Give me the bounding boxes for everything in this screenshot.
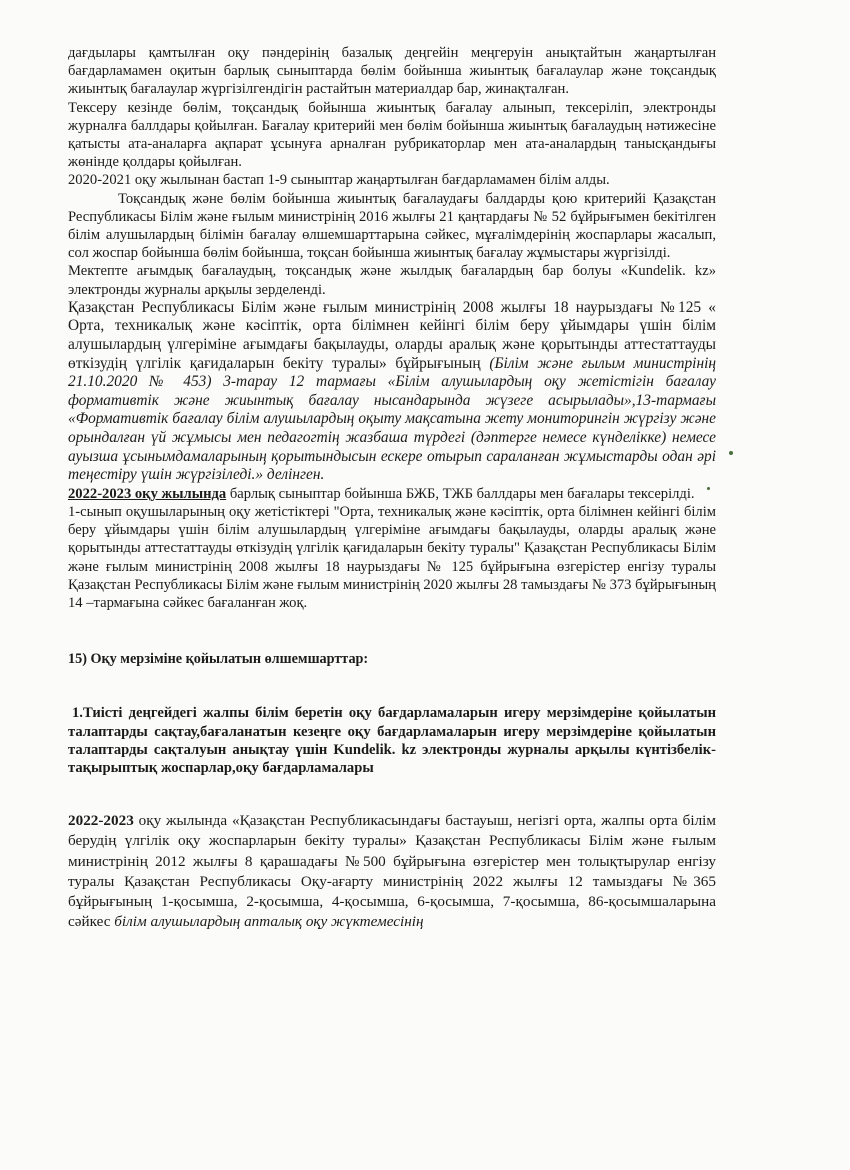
paragraph-1: дағдылары қамтылған оқу пәндерінің базалық деңгейін меңгеруін анықтайтын жаңартылған бағдарламамен оқитын барлық сыныптарда бөлім бойынша жиынтық бағалаулар және тоқсандық жиынтық бағалаулар жүргізілгендігін растайтын материалдар бар, жинақталған. — [68, 45, 716, 98]
scan-speck — [729, 451, 733, 455]
paragraph-5: Мектепте ағымдық бағалаудың, тоқсандық және жылдық бағалардың бар болуы «Kundelik. kz» электронды журналы арқылы зерделенді. — [68, 263, 716, 298]
paragraph-9 — [68, 811, 716, 932]
paragraph-8: 1-сынып оқушыларының оқу жетістіктері "Орта, техникалық және кәсіптік, орта білімнен кейінгі білім беру ұйымдары үшін білім алушылардың үлгеріміне ағымдағы бақылауды, оларды аралық және қорытынды аттестаттауды өткізудің үлгілік қағидаларын бекіту туралы" Қазақстан Республикасы Білім және ғылым министрінің 2008 жылғы 18 наурыздағы № 125 бұйрығына өзгерістер енгізу туралы Қазақстан Республикасы Білім және ғылым министрінің 2020 жылғы 28 тамыздағы № 373 бұйрығының 14 –тармағына сәйкес бағаланған жоқ. — [68, 503, 716, 611]
paragraph-7 — [68, 485, 716, 503]
paragraph-4: Тоқсандық және бөлім бойынша жиынтық бағалаудағы балдарды қою критерийі Қазақстан Республикасы Білім және ғылым министрінің 2016 жылғы 21 қаңтардағы № 52 бұйрығымен бекітілген білім алушылардың білімін бағалау өлшемшарттарына сәйкес, мұғалімдерінің жоспарлары жасалып, сол жоспар бойынша бөлім бойынша, тоқсан бойынша жиынтық бағалау жұмыстары жүргізілді. — [68, 190, 716, 262]
paragraph-2: Тексеру кезінде бөлім, тоқсандық бойынша жиынтық бағалау алынып, тексеріліп, электронды журналға баллдары қойылған. Бағалау критерийі мен бөлім бойынша жиынтық бағалаудың нәтижесіне қатысты ата-аналарға ақпарат ұсынуға арналған рубрикаторлар мен ата-аналардың танысқандығы жөнінде қолдары қойылған. — [68, 99, 716, 171]
section-heading: 15) Оқу мерзіміне қойылатын өлшемшарттар: — [68, 651, 369, 668]
paragraph-9-italic: білім алушылардың апталық оқу жүктемесінің — [114, 913, 424, 931]
school-year-underlined: 2022-2023 оқу жылында — [68, 485, 227, 502]
paragraph-6 — [68, 299, 716, 485]
spacer — [68, 612, 716, 650]
paragraph-9-text: оқу жылында «Қазақстан Республикасындағы бастауыш, негізгі орта, жалпы орта білім берудің үлгілік оқу жоспарларын бекіту туралы» Қазақстан Республикасы Білім және ғылым министрінің 2012 жылғы 8 қарашадағы №500 бұйрығына өзгерістер мен толықтырулар енгізу туралы Қазақстан Республикасы Оқу-ағарту министрінің 2022 жылғы 12 тамыздағы №365 бұйрығының 1-қосымша, 2-қосымша, 4-қосымша, 6-қосымша, 7-қосымша, 86-қосымшаларына сәйкес — [68, 812, 716, 931]
paragraph-6-italic: (Білім және ғылым министрінің 21.10.2020 № 453) 3-тарау 12 тармағы «Білім алушылардың оқу жетістігін бағалау формативтік және жиынтық бағалау нысандарында жүзеге асырылады»,13-тармағы «Формативтік бағалау білім алушылардың оқыту мақсатына жету мониторингін жүргізу және орындалған үй жұмысы мен педагогтің жазбаша түрдегі (дәптерге немесе күнделікке) немесе ауызша ұсынымдамаларының қорытындысын ескере отырып сараланған жұмыстарды одан әрі теңестіру үшін жүргізіледі.» делінген. — [68, 354, 716, 484]
scan-speck — [707, 487, 710, 490]
spacer — [68, 668, 716, 704]
document-body — [68, 44, 716, 932]
paragraph-9-year: 2022-2023 — [68, 812, 134, 830]
bold-paragraph: 1.Тиісті деңгейдегі жалпы білім беретін оқу бағдарламаларын игеру мерзімдеріне қойылатын талаптарды сақтау,бағаланатын кезеңге оқу бағдарламаларын игеру мерзімдеріне қойылатын талаптарды сақталуын анықтау үшін Kundelik. kz электронды журналы арқылы күнтізбелік-тақырыптық жоспарлар,оқу бағдарламалары — [68, 705, 716, 777]
paragraph-3: 2020-2021 оқу жылынан бастап 1-9 сыныптар жаңартылған бағдарламамен білім алды. — [68, 172, 610, 189]
spacer — [68, 777, 716, 811]
paragraph-6-text: Қазақстан Республикасы Білім және ғылым министрінің 2008 жылғы 18 наурыздағы №125 « Орта, техникалық және кәсіптік, орта білімнен кейінгі білім беру ұйымдары үшін білім алушылардың үлгеріміне ағымдағы бақылауды, оларды аралық және қорытынды аттестаттауды өткізудің үлгілік қағидаларын бекіту туралы» бұйрығының — [68, 298, 716, 372]
paragraph-7-text: барлық сыныптар бойынша БЖБ, ТЖБ баллдары мен бағалары тексерілді. — [226, 485, 695, 502]
